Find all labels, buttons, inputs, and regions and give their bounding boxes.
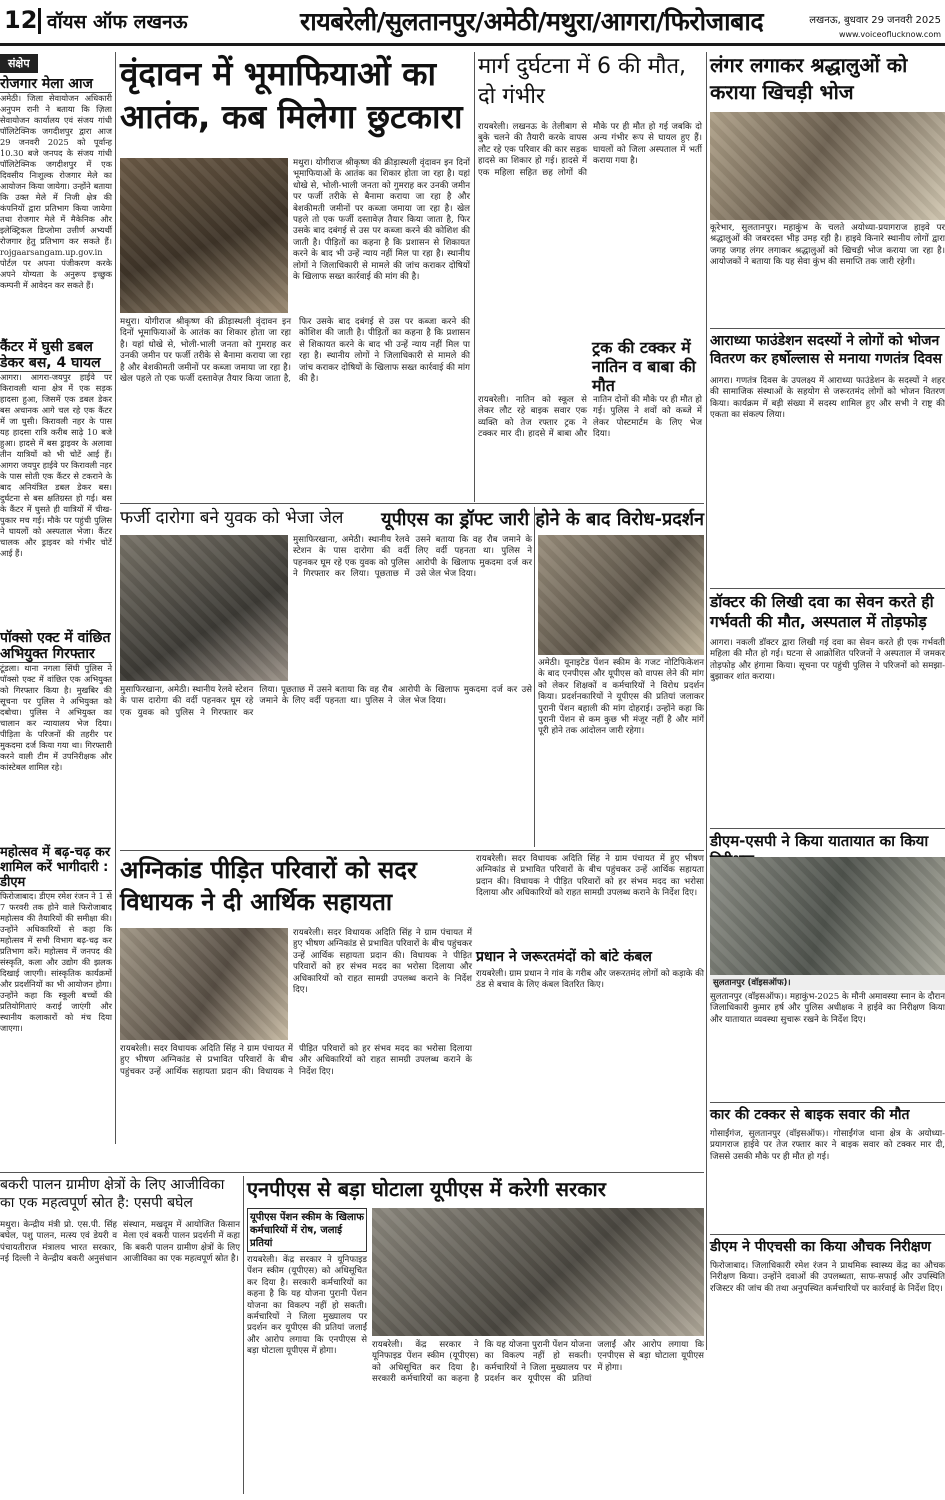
brief-body: टूंडला। थाना नगला सिंघी पुलिस ने पॉक्सो एक्ट में वांछित एक अभियुक्त को गिरफ्तार किया है। मुखबिर की सूचना पर पुलिस ने अभियुक्त को दबोचा। पुलिस ने अभियुक्त का चालान कर न्यायालय भेज दिया। पीड़िता के परिजनों की तहरीर पर मुकदमा दर्ज किया गया था। गिरफ्तारी करने वाली टीम में उपनिरीक्षक और कांस्टेबल शामिल रहे। <box>0 663 112 772</box>
agnikand-body-c: रायबरेली। सदर विधायक अदिति सिंह ने ग्राम पंचायत में हुए भीषण अग्निकांड से प्रभावित परिवारों के बीच पहुंचकर उन्हें आर्थिक सहायता प्रदान की। विधायक ने पीड़ित परिवारों को हर संभव मदद का भरोसा दिलाया और अधिकारियों को राहत सामग्री उपलब्ध कराने के निर्देश दिए। <box>476 854 704 899</box>
doctor-body: आगरा। नकली डॉक्टर द्वारा लिखी गई दवा का सेवन करते ही एक गर्भवती महिला की मौत हो गई। घटना से आक्रोशित परिजनों ने अस्पताल में जमकर तोड़फोड़ और हंगामा किया। सूचना पर पहुंची पुलिस ने परिजनों को समझा-बुझाकर शांत कराया। <box>710 638 945 683</box>
briefs-column <box>0 52 112 1144</box>
section-rule <box>0 1172 704 1173</box>
truck-subheadline: ट्रक की टक्कर में नातिन व बाबा की मौत <box>592 338 696 395</box>
nps-headline: एनपीएस से बड़ा घोटाला यूपीएस में करेगी सरकार <box>247 1177 606 1201</box>
dm-traffic-body: सुलतानपुर (वॉइसऑफ)। महाकुंभ-2025 के मौनी अमावस्या स्नान के दौरान जिलाधिकारी कुमार हर्ष और पुलिस अधीक्षक ने हाईवे का निरीक्षण किया और यातायात व्यवस्था सुचारू रखने के निर्देश दिए। <box>710 992 945 1025</box>
nps-body-a: रायबरेली। केंद्र सरकार ने यूनिफाइड पेंशन स्कीम (यूपीएस) को अधिसूचित कर दिया है। सरकारी कर्मचारियों का कहना है कि यह योजना पुरानी पेंशन योजना का विकल्प नहीं हो सकती। कर्मचारियों ने जिला मुख्यालय पर प्रदर्शन कर यूपीएस की प्रतियां जलाईं और आरोप लगाया कि एनपीएस से बड़ा घोटाला यूपीएस में होगा। <box>247 1255 367 1357</box>
ups-body-c: अमेठी। यूनाइटेड पेंशन स्कीम के गजट नोटिफिकेशन के बाद एनपीएस और यूपीएस को वापस लेने की मांग को लेकर शिक्षकों व कर्मचारियों ने विरोध प्रदर्शन किया। प्रदर्शनकारियों ने यूपीएस की प्रतियां जलाकर पुरानी पेंशन बहाली की मांग दोहराई। उन्होंने कहा कि पुरानी पेंशन से कम कुछ भी मंजूर नहीं है और मांगें पूरी होने तक आंदोलन जारी रहेगा। <box>538 658 704 737</box>
issue-date: लखनऊ, बुधवार 29 जनवरी 2025 <box>809 15 941 26</box>
section-rule <box>710 1234 945 1235</box>
section-rule <box>710 328 945 329</box>
langar-body: कूरेभार, सुलतानपुर। महाकुंभ के चलते अयोध्या-प्रयागराज हाइवे पर श्रद्धालुओं की जबरदस्त भीड़ उमड़ रही है। हाइवे किनारे स्थानीय लोगों द्वारा जगह जगह लंगर लगाकर श्रद्धालुओं को खिचड़ी भोज कराया जा रहा है। आयोजकों ने बताया कि यह सेवा कुंभ की समाप्ति तक जारी रहेगी। <box>710 223 945 268</box>
fake-inspector-headline: फर्जी दारोगा बने युवक को भेजा जेल <box>120 508 344 528</box>
nps-story <box>247 1176 704 1494</box>
phc-headline: डीएम ने पीएचसी का किया औचक निरीक्षण <box>710 1239 931 1255</box>
dm-traffic-caption: सुलतानपुर (वॉइसऑफ)। <box>710 975 945 990</box>
goat-story <box>0 1176 240 1494</box>
ups-headline: यूपीएस का ड्रॉफ्ट जारी होने के बाद विरोध-प्रदर्शन <box>381 509 704 530</box>
brief-headline: कैंटर में घुसी डबल डेकर बस, 4 घायल <box>0 339 112 372</box>
doctor-headline: डॉक्टर की लिखी दवा का सेवन करते ही गर्भवती की मौत, अस्पताल में तोड़फोड़ <box>710 593 934 631</box>
accident-story <box>478 52 702 502</box>
section-rule <box>710 828 945 829</box>
vrindavan-story <box>120 52 470 502</box>
agnikand-photo <box>120 928 288 1040</box>
vrindavan-headline: वृंदावन में भूमाफियाओं का आतंक, कब मिलेगा छुटकारा <box>120 54 463 136</box>
brief-headline: पॉक्सो एक्ट में वांछित अभियुक्त गिरफ्तार <box>0 630 111 662</box>
section-rule <box>120 850 704 851</box>
agnikand-body-a: रायबरेली। सदर विधायक अदिति सिंह ने ग्राम पंचायत में हुए भीषण अग्निकांड से प्रभावित परिवारों के बीच पहुंचकर उन्हें आर्थिक सहायता प्रदान की। विधायक ने पीड़ित परिवारों को हर संभव मदद का भरोसा दिलाया और अधिकारियों को राहत सामग्री उपलब्ध कराने के निर्देश दिए। <box>293 928 472 996</box>
website-url: www.voiceoflucknow.com <box>838 30 941 39</box>
blanket-body: रायबरेली। ग्राम प्रधान ने गांव के गरीब और जरूरतमंद लोगों को कड़ाके की ठंड से बचाव के लिए कंबल वितरित किए। <box>476 969 704 991</box>
agnikand-body-b: रायबरेली। सदर विधायक अदिति सिंह ने ग्राम पंचायत में हुए भीषण अग्निकांड से प्रभावित परिवारों के बीच पहुंचकर उन्हें आर्थिक सहायता प्रदान की। विधायक ने पीड़ित परिवारों को हर संभव मदद का भरोसा दिलाया और अधिकारियों को राहत सामग्री उपलब्ध कराने के निर्देश दिए। <box>120 1044 472 1077</box>
phc-story <box>710 1238 945 1494</box>
hastis-story <box>476 854 704 855</box>
ups-photo <box>538 535 704 655</box>
nps-photo <box>372 1208 704 1336</box>
column-rule <box>115 52 116 1144</box>
accident-headline: मार्ग दुर्घटना में 6 की मौत, दो गंभीर <box>478 54 687 109</box>
nps-subheadline: यूपीएस पेंशन स्कीम के खिलाफ कर्मचारियों में रोष, जलाई प्रतियां <box>247 1208 367 1252</box>
langar-photo <box>710 112 945 220</box>
vrindavan-body-a: मथुरा। योगीराज श्रीकृष्ण की क्रीड़ास्थली वृंदावन इन दिनों भूमाफियाओं के आतंक का शिकार होता जा रहा है। यहां धोखे से, भोली-भाली जनता को गुमराह कर उनकी जमीन पर फर्जी तरीके से बैनामा कराया जा रहा है और बेशकीमती जमीनों पर कब्जा जमाया जा रहा है। खेल पहले तो एक फर्जी दस्तावेज़ तैयार किया जाता है, फिर उसके बाद दबंगई से उस पर कब्जा करने की कोशिश की जाती है। पीड़ितों का कहना है कि प्रशासन से शिकायत करने के बाद भी उन्हें न्याय नहीं मिल पा रहा है। स्थानीय लोगों ने जिलाधिकारी से मामले की जांच कराकर दोषियों के खिलाफ सख्त कार्रवाई की मांग की है। <box>293 158 470 283</box>
doctor-story <box>710 592 945 826</box>
goat-body: मथुरा। केन्द्रीय मंत्री प्रो. एस.पी. सिंह बघेल, पशु पालन, मत्स्य एवं डेयरी व पंचायतीराज मंत्रालय भारत सरकार, नई दिल्ली ने केन्द्रीय बकरी अनुसंधान संस्थान, मखदूम में आयोजित किसान मेला एवं बकरी पालन प्रदर्शनी में कहा कि बकरी पालन ग्रामीण क्षेत्रों के लिए आजीविका का एक महत्वपूर्ण स्रोत है। <box>0 1220 240 1265</box>
paper-name: वॉयस ऑफ लखनऊ <box>38 8 188 34</box>
agnikand-side <box>476 854 704 1168</box>
page-number: 12 <box>4 6 38 34</box>
section-rule <box>120 503 704 504</box>
vrindavan-photo <box>120 158 288 313</box>
brief-body: फिरोजाबाद। डीएम रमेश रंजन ने 1 से 7 फरवरी तक होने वाले फिरोजाबाद महोत्सव की तैयारियों की समीक्षा की। उन्होंने अधिकारियों से कहा कि महोत्सव में सभी विभाग बढ़-चढ़ कर प्रतिभाग करें। महोत्सव में जनपद की संस्कृति, कला और उद्योग की झलक दिखाई जाएगी। सांस्कृतिक कार्यक्रमों और प्रदर्शनियों का भी आयोजन होगा। उन्होंने कहा कि स्कूली बच्चों की प्रतियोगिताएं कराई जाएंगी और स्थानीय कलाकारों को मंच दिया जाएगा। <box>0 891 112 1033</box>
section-rule <box>710 588 945 589</box>
fake-inspector-photo <box>120 535 288 681</box>
vrindavan-body-b: मथुरा। योगीराज श्रीकृष्ण की क्रीड़ास्थली वृंदावन इन दिनों भूमाफियाओं के आतंक का शिकार होता जा रहा है। यहां धोखे से, भोली-भाली जनता को गुमराह कर उनकी जमीन पर फर्जी तरीके से बैनामा कराया जा रहा है और बेशकीमती जमीनों पर कब्जा जमाया जा रहा है। खेल पहले तो एक फर्जी दस्तावेज़ तैयार किया जाता है, फिर उसके बाद दबंगई से उस पर कब्जा करने की कोशिश की जाती है। पीड़ितों का कहना है कि प्रशासन से शिकायत करने के बाद भी उन्हें न्याय नहीं मिल पा रहा है। स्थानीय लोगों ने जिलाधिकारी से मामले की जांच कराकर दोषियों के खिलाफ सख्त कार्रवाई की मांग की है। <box>120 317 470 385</box>
column-rule <box>474 52 475 502</box>
brief-body: आगरा। आगरा-जयपुर हाईवे पर किरावली थाना क्षेत्र में एक सड़क हादसा हुआ, जिसमें एक डबल डेकर बस अचानक आगे चल रहे एक कैंटर में जा घुसी। किरावली नहर के पास यह हादसा रात्रि करीब साढ़े 10 बजे हुआ। हादसे में बस ड्राइवर के अलावा तीन यात्रियों को भी चोटें आई हैं। आगरा जयपुर हाईवे पर किरावली नहर के पास सोती एक कैंटर से टकराने के बाद अनियंत्रित डबल डेकर बस। दुर्घटना से बस क्षतिग्रस्त हो गई। बस के कैंटर में घुसते ही यात्रियों में चीख-पुकार मच गई। मौके पर पहुंची पुलिस ने घायलों को अस्पताल भेजा। कैंटर चालक और ड्राइवर को गंभीर चोटें आई हैं। <box>0 372 112 558</box>
agnikand-headline: अग्निकांड पीड़ित परिवारों को सदर विधायक ने दी आर्थिक सहायता <box>120 856 417 916</box>
ups-headline-block <box>324 507 704 537</box>
goat-headline: बकरी पालन ग्रामीण क्षेत्रों के लिए आजीविका का एक महत्वपूर्ण स्रोत है: एसपी बघेल <box>0 1177 225 1211</box>
blanket-subheadline: प्रधान ने जरूरतमंदों को बांटे कंबल <box>476 949 652 965</box>
car-bike-body: गोसाईंगंज, सुलतानपुर (वॉइसऑफ)। गोसाईंगंज थाना क्षेत्र के अयोध्या-प्रयागराज हाईवे पर तेज रफ्तार कार ने बाइक सवार को टक्कर मार दी, जिससे उसकी मौके पर ही मौत हो गई। <box>710 1129 945 1162</box>
truck-body: रायबरेली। नातिन को स्कूल से लेकर लौट रहे बाइक सवार एक व्यक्ति को तेज रफ्तार ट्रक ने टक्कर मार दी। हादसे में बाबा और नातिन दोनों की मौके पर ही मौत हो गई। पुलिस ने शवों को कब्जे में लेकर पोस्टमार्टम के लिए भेज दिया। <box>478 395 702 440</box>
brief-body: अमेठी। जिला सेवायोजन अधिकारी अनुपम रानी ने बताया कि ज़िला सेवायोजन कार्यालय एवं संजय गांधी पॉलिटेक्निक जगदीशपुर द्वारा आज 29 जनवरी 2025 को पूर्वान्ह 10.30 बजे जनपद के संजय गांधी पॉलिटेक्निक जगदीशपुर में एक दिवसीय निःशुल्क रोजगार मेले का आयोजन किया जायेगा। उन्होंने बताया कि उक्त मेले में निजी क्षेत्र की कंपनियों द्वारा प्रतिभाग किया जायेगा तथा रोजगार मेले में मैकेनिक और इलेक्ट्रिकल डिप्लोमा उत्तीर्ण अभ्यर्थी रोजगार हेतु प्रतिभाग कर सकते हैं। rojgaarsangam.up.gov.in पोर्टल पर अपना पंजीकरण करके अपने योग्यता के अनुरूप इच्छुक कम्पनी में आवेदन कर सकते हैं। <box>0 93 112 290</box>
dm-traffic-story <box>710 832 945 1100</box>
edition-cities: रायबरेली/सुलतानपुर/अमेठी/मथुरा/आगरा/फिरोजाबाद <box>300 7 764 36</box>
aradhya-headline: आराध्या फाउंडेशन सदस्यों ने लोगों को भोजन वितरण कर हर्षोल्लास से मनाया गणतंत्र दिवस <box>710 333 943 367</box>
column-rule <box>243 1176 244 1494</box>
ups-story-main <box>538 507 704 847</box>
aradhya-body: आगरा। गणतंत्र दिवस के उपलक्ष्य में आराध्या फाउंडेशन के सदस्यों ने शहर की सामाजिक संस्थाओं के सहयोग से जरूरतमंद लोगों को भोजन वितरण किया। कार्यक्रम में बड़ी संख्या में सदस्य शामिल हुए और सभी ने राष्ट्र की एकता का संकल्प लिया। <box>710 376 945 421</box>
dm-traffic-photo <box>710 857 945 975</box>
agnikand-story <box>120 854 472 1168</box>
car-bike-headline: कार की टक्कर से बाइक सवार की मौत <box>710 1107 910 1123</box>
langar-headline: लंगर लगाकर श्रद्धालुओं को कराया खिचड़ी भोज <box>710 53 908 104</box>
phc-body: फिरोजाबाद। जिलाधिकारी रमेश रंजन ने प्राथमिक स्वास्थ्य केंद्र का औचक निरीक्षण किया। उन्होंने दवाओं की उपलब्धता, साफ-सफाई और उपस्थिति रजिस्टर की जांच की तथा अनुपस्थित कर्मचारियों पर कार्रवाई के निर्देश दिए। <box>710 1261 945 1294</box>
fake-inspector-body-a: मुसाफिरखाना, अमेठी। स्थानीय रेलवे स्टेशन के पास दारोगा की वर्दी पहनकर घूम रहे एक युवक को पुलिस ने गिरफ्तार कर लिया। पूछताछ में उसने बताया कि वह रौब जमाने के लिए वर्दी पहनता था। पुलिस ने आरोपी के खिलाफ मुकदमा दर्ज कर उसे जेल भेज दिया। <box>293 535 532 580</box>
dm-traffic-headline: डीएम-एसपी ने किया यातायात का किया <box>710 832 929 850</box>
brief-headline: रोजगार मेला आज <box>0 76 112 93</box>
langar-story <box>710 52 945 328</box>
aradhya-story <box>710 332 945 586</box>
car-bike-story <box>710 1106 945 1232</box>
column-rule <box>706 52 707 1350</box>
section-rule <box>710 1102 945 1103</box>
masthead <box>0 0 945 46</box>
brief-headline: महोत्सव में बढ़-चढ़ कर शामिल करें भागीदारी : डीएम <box>0 845 111 890</box>
section-tag: संक्षेप <box>0 54 38 73</box>
fake-inspector-body-b: मुसाफिरखाना, अमेठी। स्थानीय रेलवे स्टेशन के पास दारोगा की वर्दी पहनकर घूम रहे एक युवक को पुलिस ने गिरफ्तार कर लिया। पूछताछ में उसने बताया कि वह रौब जमाने के लिए वर्दी पहनता था। पुलिस ने आरोपी के खिलाफ मुकदमा दर्ज कर उसे जेल भेज दिया। <box>120 685 532 718</box>
nps-body-b: रायबरेली। केंद्र सरकार ने यूनिफाइड पेंशन स्कीम (यूपीएस) को अधिसूचित कर दिया है। सरकारी कर्मचारियों का कहना है कि यह योजना पुरानी पेंशन योजना का विकल्प नहीं हो सकती। कर्मचारियों ने जिला मुख्यालय पर प्रदर्शन कर यूपीएस की प्रतियां जलाईं और आरोप लगाया कि एनपीएस से बड़ा घोटाला यूपीएस में होगा। <box>372 1340 704 1385</box>
accident-body: रायबरेली। लखनऊ के तेलीबाग से बुके चलने की तैयारी करके वापस लौट रहे एक परिवार की कार सड़क हादसे का शिकार हो गई। हादसे में एक महिला सहित छह लोगों की मौके पर ही मौत हो गई जबकि दो अन्य गंभीर रूप से घायल हुए हैं। घायलों को जिला अस्पताल में भर्ती कराया गया है। <box>478 122 702 178</box>
